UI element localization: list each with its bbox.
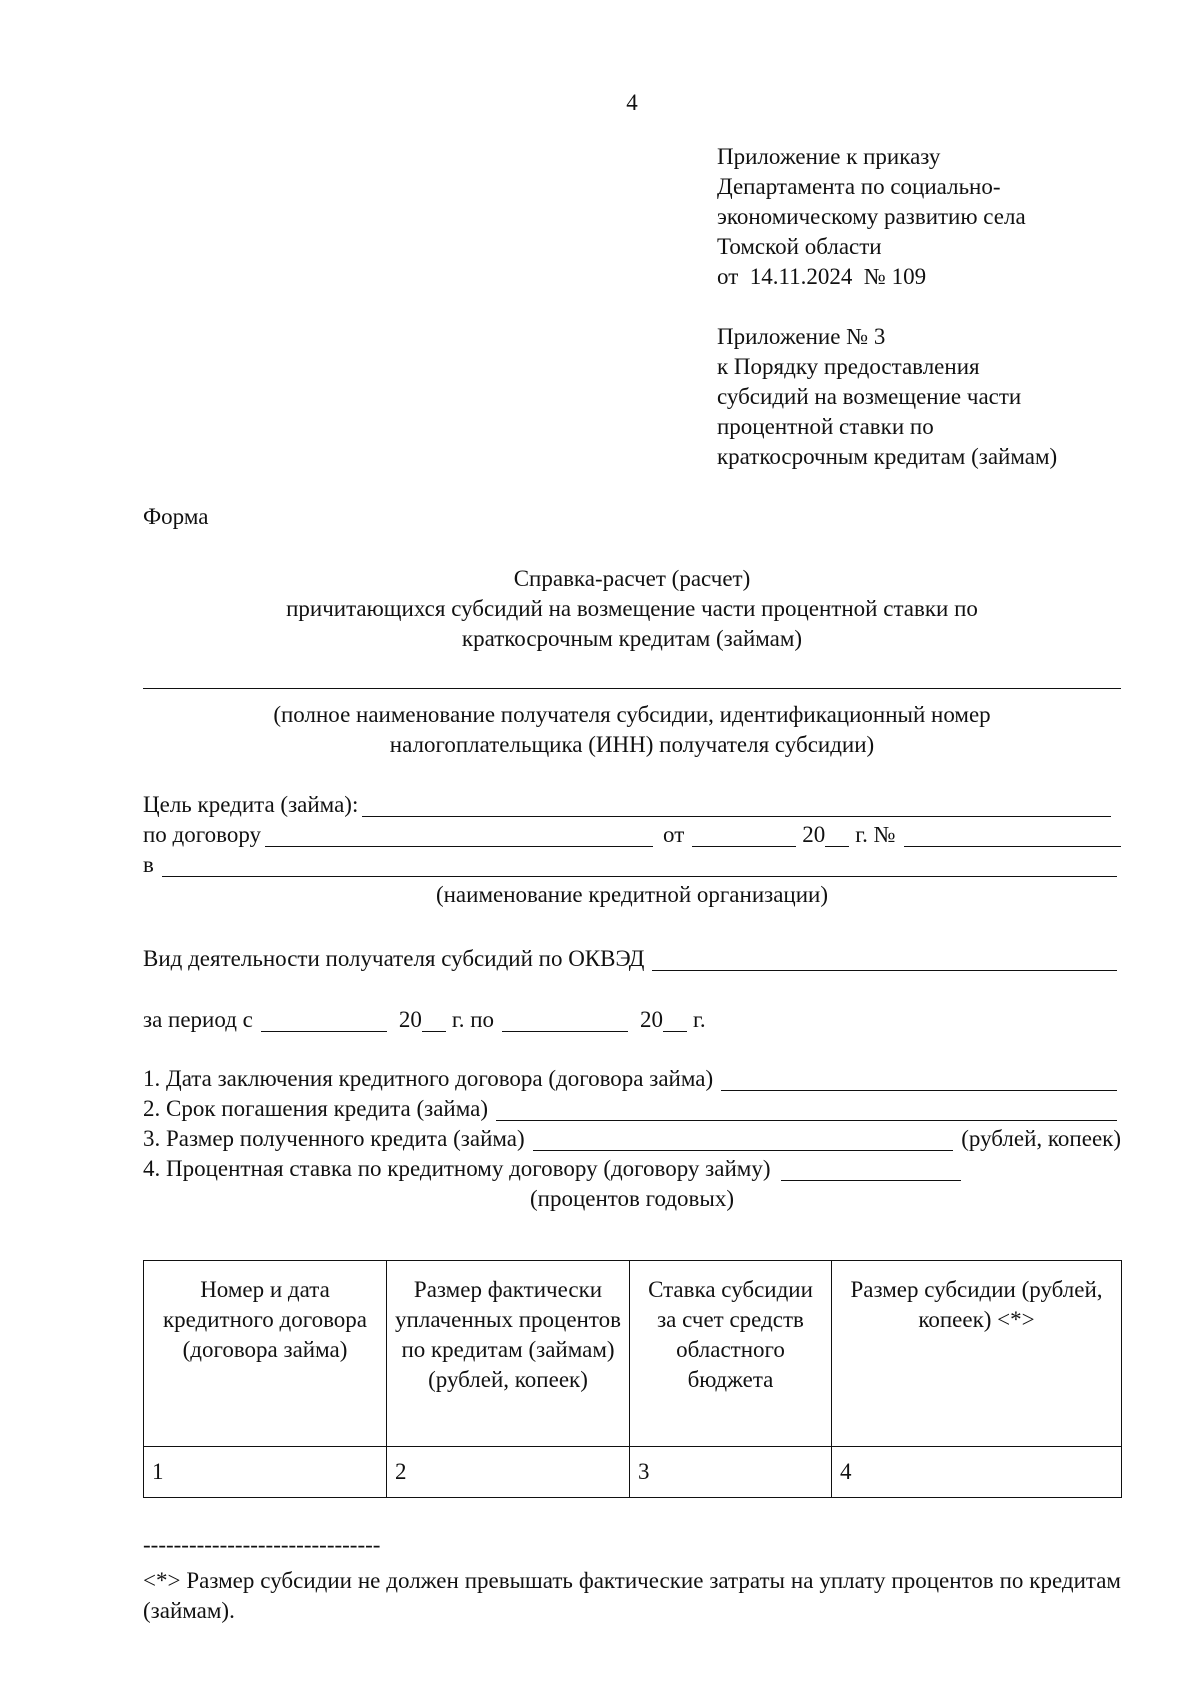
table-cell[interactable]: 3 (630, 1447, 832, 1498)
table-cell[interactable]: 1 (144, 1447, 387, 1498)
contract-row (143, 820, 1121, 850)
appendix-order-line: Томской области (717, 234, 882, 259)
period-from-date-field[interactable] (261, 1010, 387, 1032)
period-year-prefix: 20 (398, 1007, 422, 1032)
recipient-name-field[interactable] (143, 688, 1121, 689)
document-title (143, 564, 1121, 654)
credit-purpose-label: Цель кредита (займа): (143, 792, 359, 817)
contract-year-prefix: 20 (802, 822, 826, 847)
period-to-year-field[interactable] (663, 1010, 687, 1032)
appendix-order-line: Приложение к приказу (717, 144, 941, 169)
appendix-procedure-line: к Порядку предоставления (717, 354, 980, 379)
item-row (143, 1064, 1121, 1094)
appendix-procedure-line: краткосрочным кредитам (займам) (717, 444, 1058, 469)
recipient-hint-line: налогоплательщика (ИНН) получателя субсидии) (389, 732, 875, 757)
table-header-cell: Номер и дата кредитного договора (договора займа) (144, 1261, 387, 1447)
bank-name-field[interactable] (162, 855, 1117, 877)
item-label: 3. Размер полученного кредита (займа) (143, 1126, 525, 1151)
subsidy-table (143, 1260, 1122, 1498)
item-field[interactable] (496, 1099, 1117, 1121)
bank-row (143, 850, 1121, 880)
bank-in-label: в (143, 852, 154, 877)
table-header-cell: Ставка субсидии за счет средств областного бюджета (630, 1261, 832, 1447)
appendix-order-block (717, 142, 1157, 292)
table-cell[interactable]: 4 (832, 1447, 1122, 1498)
credit-purpose-field[interactable] (362, 795, 1111, 817)
item-field[interactable] (781, 1159, 961, 1181)
footnote-separator: ------------------------------- (143, 1532, 381, 1557)
item-row (143, 1094, 1121, 1124)
appendix-order-line: экономическому развитию села (717, 204, 1026, 229)
credit-purpose-row (143, 790, 1121, 820)
period-year-suffix: г. (693, 1007, 706, 1032)
contract-year-field[interactable] (825, 825, 849, 847)
contract-number-field[interactable] (904, 825, 1121, 847)
footnote: <*> Размер субсидии не должен превышать фактические затраты на уплату процентов по кредитам (займам). (143, 1568, 1121, 1623)
contract-from-label: от (663, 822, 685, 847)
appendix-order-line: от 14.11.2024 № 109 (717, 264, 927, 289)
period-year-prefix: 20 (640, 1007, 664, 1032)
contract-label: по договору (143, 822, 262, 847)
table-row (144, 1447, 1122, 1498)
activity-row (143, 944, 1121, 974)
period-row (143, 1005, 1121, 1035)
table-header-row (144, 1261, 1122, 1447)
title-line: краткосрочным кредитам (займам) (461, 626, 803, 651)
table-header-cell: Размер фактически уплаченных процентов по кредитам (займам) (рублей, копеек) (387, 1261, 630, 1447)
recipient-hint-line: (полное наименование получателя субсидии, идентификационный номер (273, 702, 991, 727)
item-label: 2. Срок погашения кредита (займа) (143, 1096, 488, 1121)
activity-label: Вид деятельности получателя субсидий по ОКВЭД (143, 946, 645, 971)
contract-field[interactable] (265, 825, 653, 847)
item-row (143, 1154, 1121, 1184)
contract-number-label: г. № (855, 822, 896, 847)
form-label: Форма (143, 504, 209, 529)
recipient-hint (143, 700, 1121, 760)
appendix-procedure-line: Приложение № 3 (717, 324, 886, 349)
okved-field[interactable] (652, 949, 1117, 971)
item-field[interactable] (721, 1069, 1117, 1091)
period-to-label: г. по (451, 1007, 495, 1032)
period-to-date-field[interactable] (502, 1010, 628, 1032)
rate-hint: (процентов годовых) (529, 1186, 735, 1211)
period-from-label: за период с (143, 1007, 253, 1032)
table-header-cell: Размер субсидии (рублей, копеек) <*> (832, 1261, 1122, 1447)
period-from-year-field[interactable] (422, 1010, 446, 1032)
item-unit: (рублей, копеек) (961, 1126, 1121, 1151)
appendix-order-line: Департамента по социально- (717, 174, 1001, 199)
appendix-procedure-block (717, 322, 1157, 472)
page-number: 4 (626, 90, 638, 115)
contract-date-field[interactable] (692, 825, 796, 847)
title-line: причитающихся субсидий на возмещение части процентной ставки по (286, 596, 978, 621)
item-row (143, 1124, 1121, 1154)
item-field[interactable] (533, 1129, 954, 1151)
bank-hint: (наименование кредитной организации) (435, 882, 829, 907)
appendix-procedure-line: субсидий на возмещение части (717, 384, 1022, 409)
appendix-procedure-line: процентной ставки по (717, 414, 934, 439)
item-label: 4. Процентная ставка по кредитному договору (договору займу) (143, 1156, 771, 1181)
title-line: Справка-расчет (расчет) (513, 566, 751, 591)
item-label: 1. Дата заключения кредитного договора (договора займа) (143, 1066, 714, 1091)
table-cell[interactable]: 2 (387, 1447, 630, 1498)
